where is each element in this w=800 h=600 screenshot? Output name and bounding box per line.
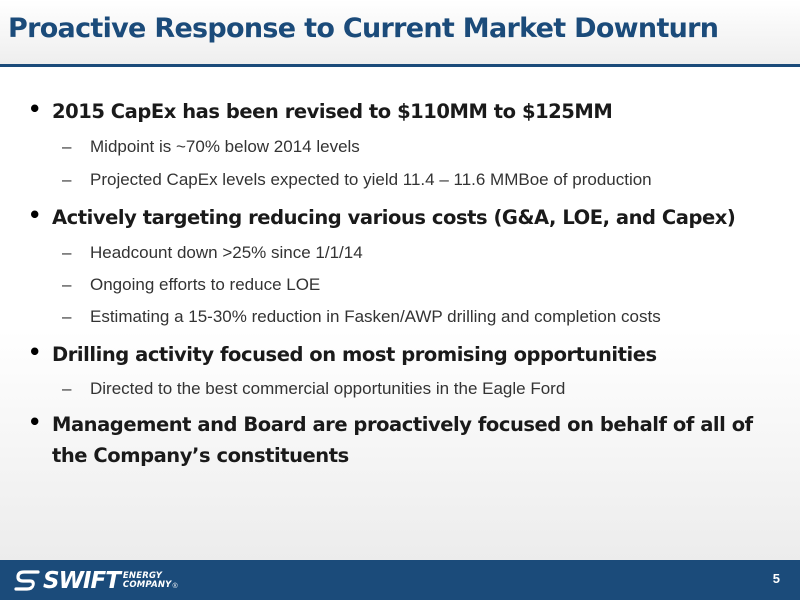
bullet-2-text: Actively targeting reducing various costs (G&A, LOE, and Capex) bbox=[52, 206, 736, 229]
bullet-1-text: 2015 CapEx has been revised to $110MM to $125MM bbox=[52, 100, 613, 123]
dash-marker: – bbox=[62, 307, 72, 326]
bullet-2-sub-1: Headcount down >25% since 1/1/14 bbox=[90, 243, 363, 262]
bullet-1-sub-2: Projected CapEx levels expected to yield 11.4 – 11.6 MMBoe of production bbox=[90, 170, 652, 189]
company-logo bbox=[14, 568, 178, 594]
registered-mark: ® bbox=[172, 583, 178, 590]
bullet-2-sub-3: Estimating a 15-30% reduction in Fasken/AWP drilling and completion costs bbox=[90, 307, 661, 326]
dash-marker: – bbox=[62, 137, 72, 156]
bullet-3-text: Drilling activity focused on most promising opportunities bbox=[52, 343, 657, 366]
bullet-1-sub-1: Midpoint is ~70% below 2014 levels bbox=[90, 137, 360, 156]
bullet-4-text: Management and Board are proactively focused on behalf of all of the Company’s constituents bbox=[52, 413, 753, 467]
dash-marker: – bbox=[62, 275, 72, 294]
bullet-marker: • bbox=[28, 203, 42, 227]
bullet-2-sub-2: Ongoing efforts to reduce LOE bbox=[90, 275, 321, 294]
bullet-marker: • bbox=[28, 410, 42, 434]
slide-title: Proactive Response to Current Market Downturn bbox=[8, 13, 719, 44]
page-number: 5 bbox=[772, 571, 780, 586]
swift-s-stripes-icon bbox=[14, 569, 40, 593]
dash-marker: – bbox=[62, 379, 72, 398]
bullet-3-sub-1: Directed to the best commercial opportunities in the Eagle Ford bbox=[90, 379, 566, 398]
bullet-marker: • bbox=[28, 340, 42, 364]
logo-line-energy: ENERGY bbox=[122, 571, 163, 581]
logo-line-company: COMPANY bbox=[122, 580, 172, 590]
dash-marker: – bbox=[62, 170, 72, 189]
logo-subtitle bbox=[123, 572, 172, 590]
bullet-marker: • bbox=[28, 97, 42, 121]
logo-wordmark: SWIFT bbox=[43, 568, 120, 594]
dash-marker: – bbox=[62, 243, 72, 262]
slide-footer bbox=[0, 560, 800, 600]
